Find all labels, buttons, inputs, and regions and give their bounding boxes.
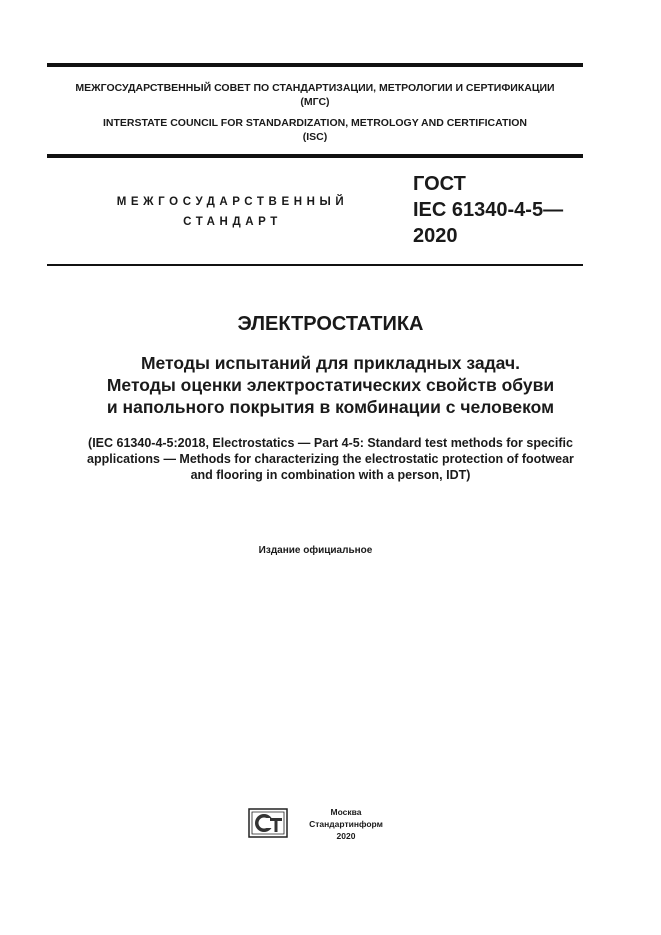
idt-reference <box>30 435 631 483</box>
standard-kind-line1: МЕЖГОСУДАРСТВЕННЫЙ <box>116 196 349 208</box>
council-ru-name: МЕЖГОСУДАРСТВЕННЫЙ СОВЕТ ПО СТАНДАРТИЗАЦИИ, МЕТРОЛОГИИ И СЕРТИФИКАЦИИ <box>75 82 555 94</box>
publisher-city: Москва <box>330 807 362 817</box>
header-rule <box>47 154 583 158</box>
council-ru-abbr: (МГС) <box>300 96 330 108</box>
standard-rule <box>47 264 583 266</box>
council-en-abbr: (ISC) <box>302 131 328 143</box>
publisher-year: 2020 <box>336 831 356 841</box>
subtitle-line1: Методы испытаний для прикладных задач. <box>140 353 521 373</box>
standard-code-line1: ГОСТ <box>413 173 466 195</box>
standard-code-line2: IEC 61340-4-5— <box>413 199 564 221</box>
standard-code <box>413 171 588 249</box>
council-en-name: INTERSTATE COUNCIL FOR STANDARDIZATION, METROLOGY AND CERTIFICATION <box>102 117 528 129</box>
subtitle-line2: Методы оценки электростатических свойств обуви <box>106 375 555 395</box>
standard-kind <box>100 192 365 232</box>
idt-line3: and flooring in combination with a person, IDT) <box>190 468 471 482</box>
standartinform-logo-icon <box>248 808 288 838</box>
council-en <box>47 116 583 144</box>
idt-line2: applications — Methods for characterizing the electrostatic protection of footwear <box>87 452 574 466</box>
council-ru <box>47 81 583 109</box>
publisher <box>296 806 396 842</box>
document-subtitle <box>20 352 641 418</box>
document-title: ЭЛЕКТРОСТАТИКА <box>237 313 424 335</box>
official-edition: Издание официальное <box>258 545 373 556</box>
top-rule <box>47 63 583 67</box>
idt-line1: (IEC 61340-4-5:2018, Electrostatics — Part 4-5: Standard test methods for specific <box>88 436 573 450</box>
subtitle-line3: и напольного покрытия в комбинации с человеком <box>106 397 555 417</box>
standard-kind-line2: СТАНДАРТ <box>183 216 282 228</box>
publisher-name: Стандартинформ <box>309 819 383 829</box>
standard-code-line3: 2020 <box>413 225 458 247</box>
